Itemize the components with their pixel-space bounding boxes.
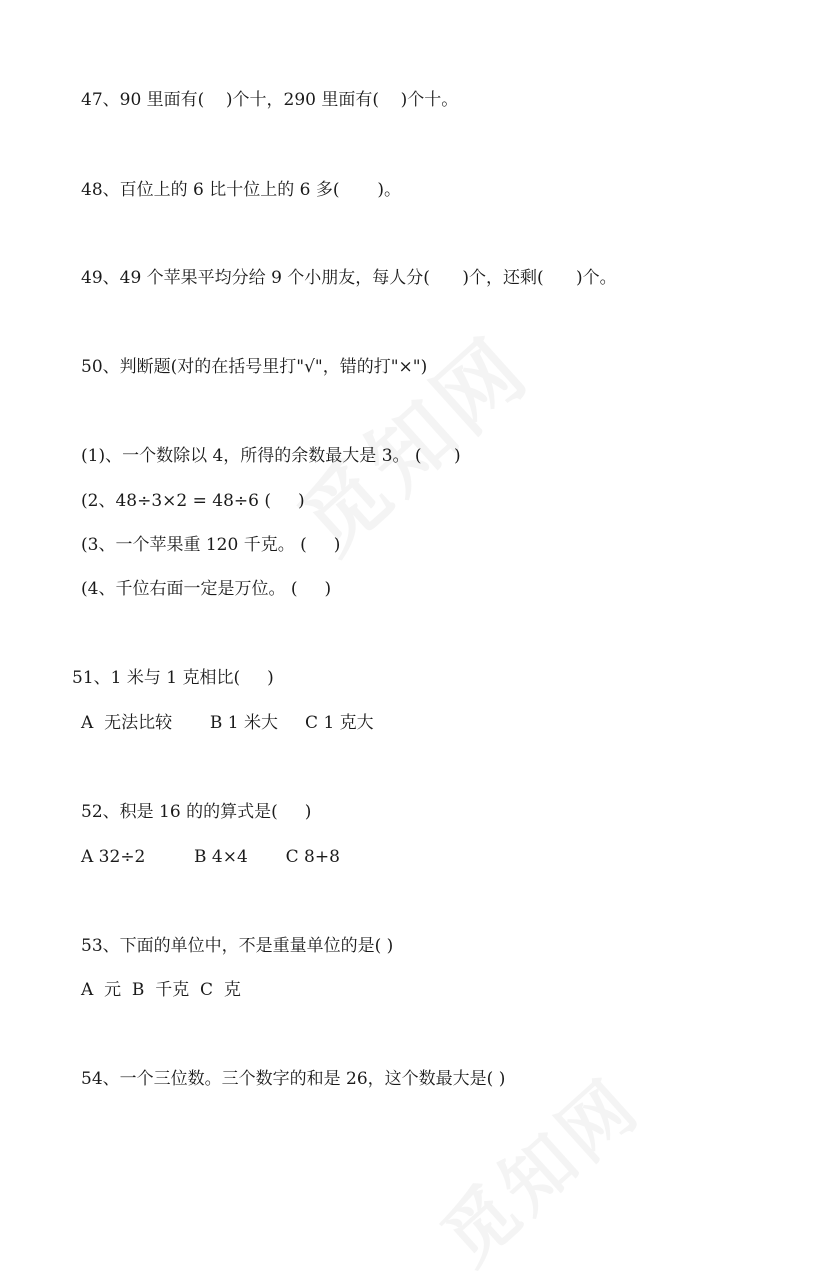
question-51: 51、1 米与 1 克相比( ) [72, 668, 274, 688]
question-53: 53、下面的单位中，不是重量单位的是( ) [81, 936, 394, 956]
question-52: 52、积是 16 的的算式是( ) [81, 802, 312, 822]
question-47: 47、90 里面有( )个十，290 里面有( )个十。 [81, 90, 459, 110]
question-48: 48、百位上的 6 比十位上的 6 多( )。 [81, 180, 401, 200]
question-50-item-3: (3、一个苹果重 120 千克。 ( ) [81, 535, 341, 555]
question-54: 54、一个三位数。三个数字的和是 26，这个数最大是( ) [81, 1069, 506, 1089]
question-49: 49、49 个苹果平均分给 9 个小朋友，每人分( )个，还剩( )个。 [81, 268, 617, 288]
question-50-item-2: (2、48÷3×2 = 48÷6 ( ) [81, 491, 305, 511]
question-50: 50、判断题(对的在括号里打"√"，错的打"×") [81, 357, 428, 377]
question-50-item-1: (1)、一个数除以 4，所得的余数最大是 3。 ( ) [81, 446, 461, 466]
question-53-options: A 元 B 千克 C 克 [81, 980, 241, 1000]
question-50-item-4: (4、千位右面一定是万位。 ( ) [81, 579, 332, 599]
question-51-options: A 无法比较 B 1 米大 C 1 克大 [81, 713, 374, 733]
question-52-options: A 32÷2 B 4×4 C 8+8 [81, 847, 340, 867]
